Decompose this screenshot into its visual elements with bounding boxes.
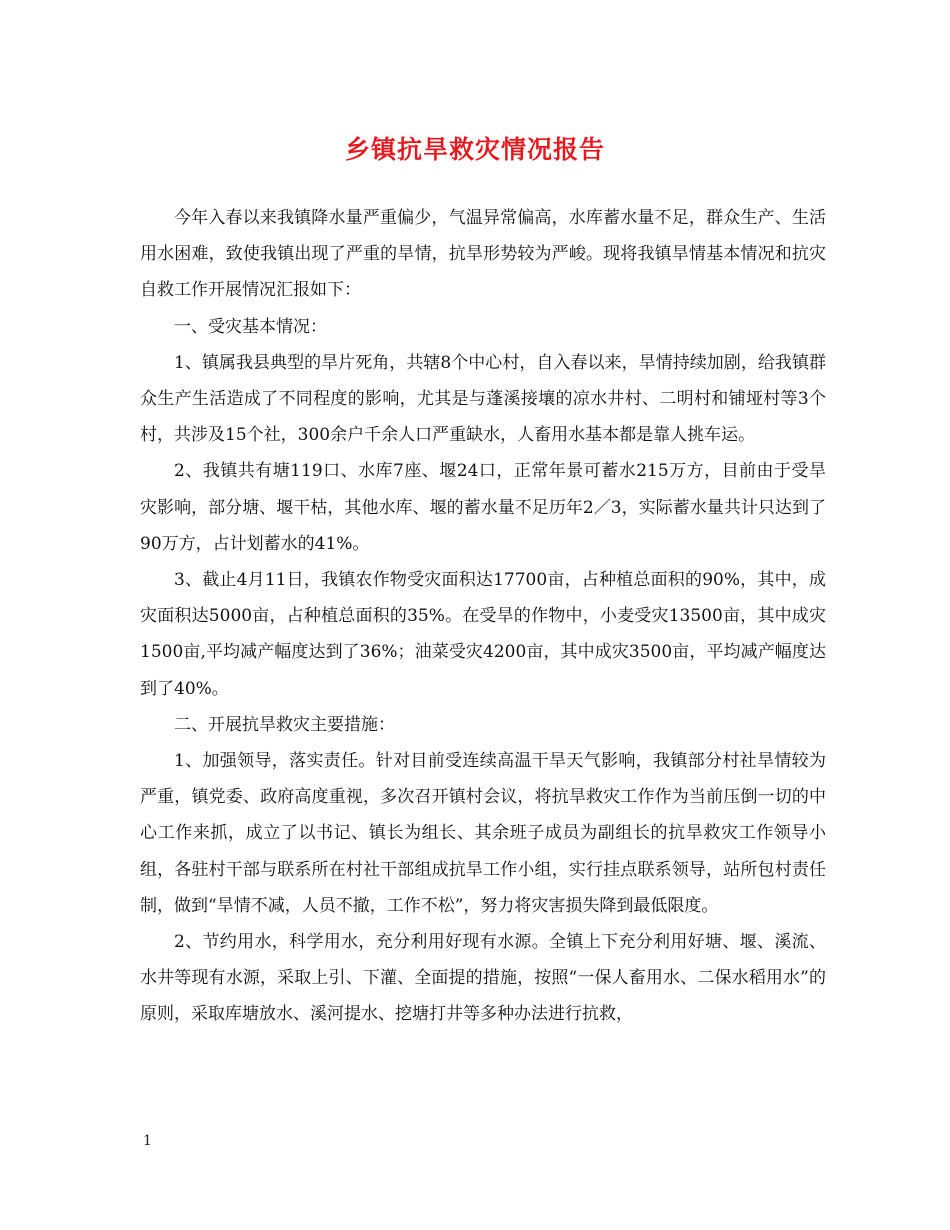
document-body [140,200,826,1033]
paragraph-situation-2: 2、我镇共有塘119口、水库7座、堰24口，正常年景可蓄水215万方，目前由于受旱灾影响，部分塘、堰干枯，其他水库、堰的蓄水量不足历年2／3，实际蓄水量共计只达到了90万方，占计划蓄水的41%。 [140,461,826,554]
paragraph-measure-1: 1、加强领导，落实责任。针对目前受连续高温干旱天气影响，我镇部分村社旱情较为严重，镇党委、政府高度重视，多次召开镇村会议，将抗旱救灾工作作为当前压倒一切的中心工作来抓，成立了以书记、镇长为组长、其余班子成员为副组长的抗旱救灾工作领导小组，各驻村干部与联系所在村社干部组成抗旱工作小组，实行挂点联系领导，站所包村责任制，做到“旱情不减，人员不撤，工作不松”，努力将灾害损失降到最低限度。 [140,751,826,916]
paragraph-intro: 今年入春以来我镇降水量严重偏少，气温异常偏高，水库蓄水量不足，群众生产、生活用水困难，致使我镇出现了严重的旱情，抗旱形势较为严峻。现将我镇旱情基本情况和抗灾自救工作开展情况汇报如下： [140,208,826,301]
section-heading-disaster-situation: 一、受灾基本情况： [174,316,327,337]
section-heading-measures: 二、开展抗旱救灾主要措施： [174,714,395,735]
paragraph-situation-3: 3、截止4月11日，我镇农作物受灾面积达17700亩，占种植总面积的90%，其中，成灾面积达5000亩，占种植总面积的35%。在受旱的作物中，小麦受灾13500亩，其中成灾1500亩,平均减产幅度达到了36%；油菜受灾4200亩，其中成灾3500亩，平均减产幅度达到了40%。 [140,570,826,699]
paragraph-measure-2: 2、节约用水，科学用水，充分利用好现有水源。全镇上下充分利用好塘、堰、溪流、水井等现有水源，采取上引、下灌、全面提的措施，按照“一保人畜用水、二保水稻用水”的原则，采取库塘放水、溪河提水、挖塘打井等多种办法进行抗救， [140,932,826,1025]
page-number: 1 [143,1133,152,1149]
paragraph-situation-1: 1、镇属我县典型的旱片死角，共辖8个中心村，自入春以来，旱情持续加剧，给我镇群众生产生活造成了不同程度的影响，尤其是与蓬溪接壤的凉水井村、二明村和铺垭村等3个村，共涉及15个社，300余户千余人口严重缺水，人畜用水基本都是靠人挑车运。 [140,352,826,446]
document-title: 乡镇抗旱救灾情况报告 [344,135,605,164]
